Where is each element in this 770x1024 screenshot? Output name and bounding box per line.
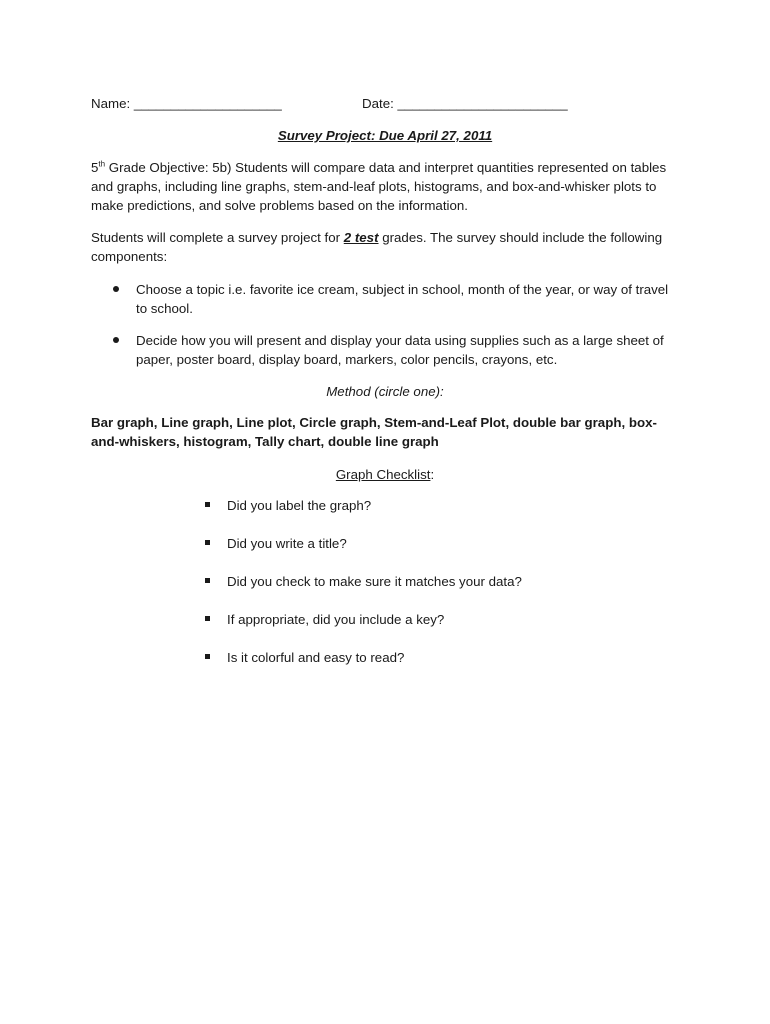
checklist-item-text: Is it colorful and easy to read? [227, 650, 405, 665]
objective-text: Grade Objective: 5b) Students will compare data and interpret quantities represented on tables and graphs, including line graphs, stem-and-leaf plots, histograms, and box-and-whisker plots to make predictions, and solve problems based on the information. [91, 160, 667, 213]
checklist-item-text: Did you label the graph? [227, 498, 372, 513]
grade-suffix: th [98, 159, 106, 169]
checklist-heading-colon: : [430, 467, 435, 482]
graph-checklist [204, 496, 674, 686]
list-item [112, 331, 672, 369]
list-item [204, 534, 674, 553]
components-list [112, 280, 672, 382]
intro-paragraph [91, 228, 681, 266]
date-label: Date: [362, 96, 394, 111]
square-bullet-icon [205, 540, 210, 545]
checklist-heading [0, 465, 770, 484]
name-field[interactable] [91, 94, 282, 113]
date-field[interactable] [362, 94, 568, 113]
name-blank: ____________________ [133, 96, 282, 111]
name-label: Name: [91, 96, 131, 111]
component-text: Choose a topic i.e. favorite ice cream, subject in school, month of the year, or way of travel to school. [136, 282, 669, 316]
checklist-item-text: Did you write a title? [227, 536, 347, 551]
square-bullet-icon [205, 578, 210, 583]
list-item [204, 572, 674, 591]
date-blank: _______________________ [397, 96, 568, 111]
square-bullet-icon [205, 654, 210, 659]
list-item [112, 280, 672, 318]
method-heading: Method (circle one): [326, 384, 444, 399]
list-item [204, 648, 674, 667]
intro-emphasis: 2 test [343, 230, 379, 245]
bullet-icon [113, 286, 119, 292]
checklist-heading-text: Graph Checklist [335, 467, 431, 482]
objective-paragraph [91, 158, 681, 215]
list-item [204, 610, 674, 629]
document-title: Survey Project: Due April 27, 2011 [277, 128, 493, 143]
square-bullet-icon [205, 502, 210, 507]
bullet-icon [113, 337, 119, 343]
component-text: Decide how you will present and display your data using supplies such as a large sheet of paper, poster board, display board, markers, color pencils, crayons, etc. [136, 333, 664, 367]
list-item [204, 496, 674, 515]
intro-after: grades. The survey should include the following components: [91, 230, 663, 264]
intro-before: Students will complete a survey project for [91, 230, 344, 245]
checklist-item-text: Did you check to make sure it matches your data? [227, 574, 522, 589]
square-bullet-icon [205, 616, 210, 621]
grade-number: 5 [91, 160, 99, 175]
checklist-item-text: If appropriate, did you include a key? [227, 612, 445, 627]
method-options: Bar graph, Line graph, Line plot, Circle graph, Stem-and-Leaf Plot, double bar graph, box-and-whiskers, histogram, Tally chart, double line graph [91, 415, 657, 449]
